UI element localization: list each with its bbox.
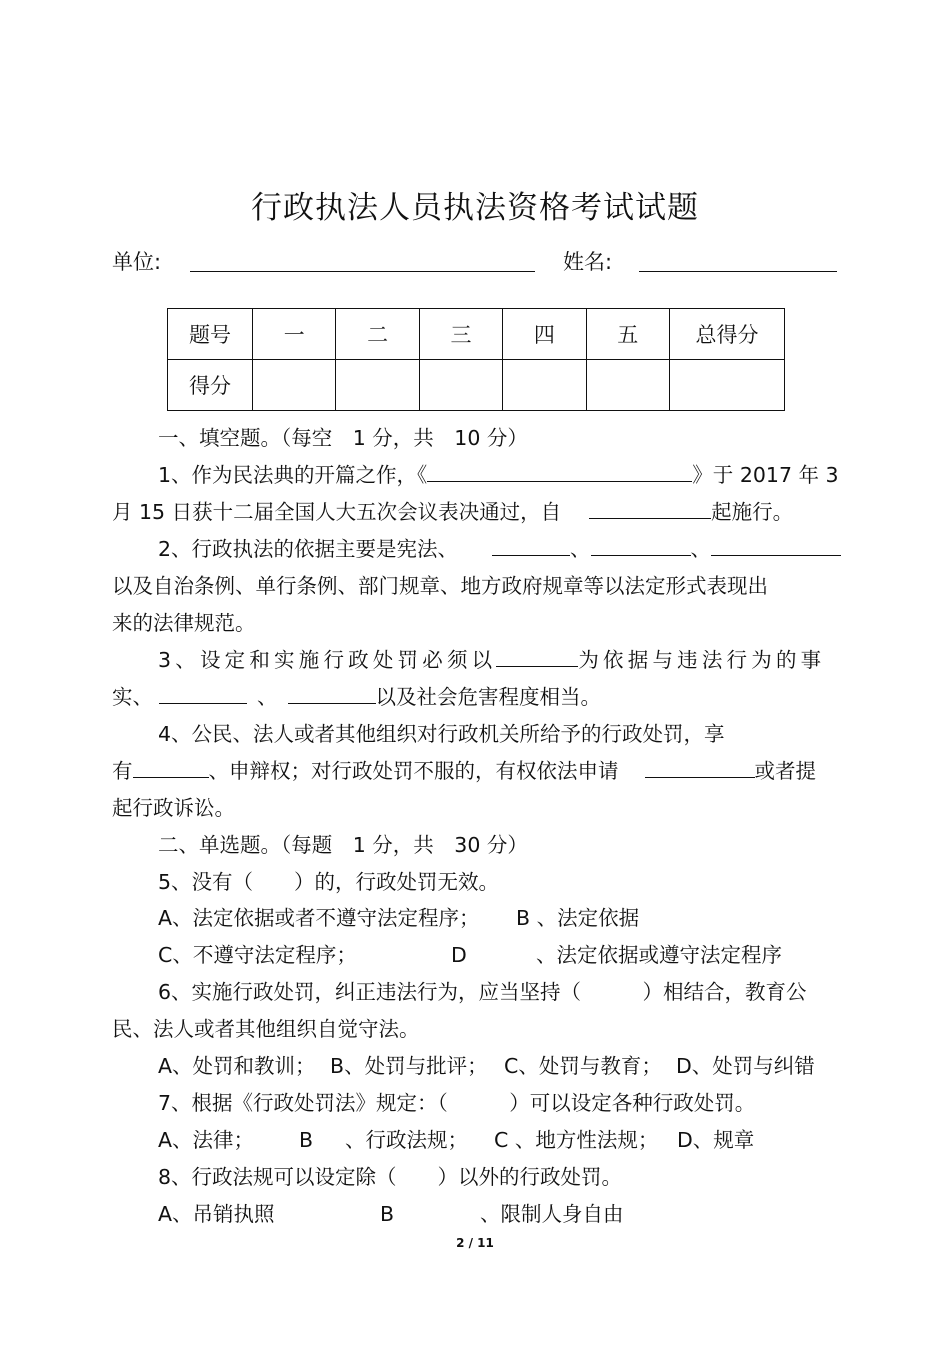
q3-blank-3[interactable] — [288, 683, 376, 704]
q3-blank-1[interactable] — [496, 646, 578, 667]
q4-line3: 起行政诉讼。 — [112, 796, 235, 820]
q2-line2: 以及自治条例、单行条例、部门规章、地方政府规章等以法定形式表现出 — [112, 574, 768, 598]
q1-text: 1、作为民法典的开篇之作，《 — [158, 463, 428, 487]
q7-option-b-text[interactable]: 、行政法规； — [345, 1128, 468, 1152]
q1-text: 月 15 日获十二届全国人大五次会议表决通过，自 — [112, 500, 562, 524]
q2-line1 — [158, 531, 841, 568]
q4-line2 — [112, 753, 816, 790]
q1-line2 — [112, 494, 793, 531]
table-header-cell: 二 — [336, 309, 419, 360]
q3-blank-2[interactable] — [159, 683, 247, 704]
q6-option-a[interactable]: A、处罚和教训； — [158, 1054, 316, 1078]
exam-title: 行政执法人员执法资格考试试题 — [251, 190, 699, 226]
q6-option-d[interactable]: D、处罚与纠错 — [676, 1054, 815, 1078]
score-table — [167, 308, 785, 411]
q3-text: 以及社会危害程度相当。 — [375, 685, 601, 709]
q7-option-a[interactable]: A、法律； — [158, 1128, 255, 1152]
q4-text: 、申辩权；对行政处罚不服的，有权依法申请 — [208, 759, 619, 783]
q2-blank-1[interactable] — [492, 535, 570, 556]
q8-stem: 8、行政法规可以设定除（ ）以外的行政处罚。 — [158, 1165, 623, 1189]
table-header-cell: 五 — [586, 309, 669, 360]
q6-option-c[interactable]: C、处罚与教育； — [504, 1054, 662, 1078]
q3-sep: 、 — [257, 685, 278, 709]
name-field-line[interactable] — [639, 271, 837, 272]
q2-blank-3[interactable] — [711, 535, 841, 556]
score-cell[interactable] — [336, 360, 419, 411]
q5-option-c[interactable]: C、不遵守法定程序； — [158, 943, 357, 967]
q5-option-d-text[interactable]: 、法定依据或遵守法定程序 — [536, 943, 782, 967]
q4-text: 有 — [112, 759, 133, 783]
score-cell[interactable] — [670, 360, 785, 411]
unit-field-line[interactable] — [190, 271, 535, 272]
q5-option-d-letter[interactable]: D — [451, 943, 467, 967]
table-header-cell: 题号 — [168, 309, 253, 360]
score-row-label: 得分 — [168, 360, 253, 411]
q3-text: 实、 — [112, 685, 153, 709]
table-header-cell: 三 — [419, 309, 502, 360]
q8-option-b-letter[interactable]: B — [380, 1202, 395, 1226]
q1-blank-2[interactable] — [589, 498, 711, 519]
name-label: 姓名: — [563, 250, 613, 274]
q7-stem: 7、根据《行政处罚法》规定：（ ）可以设定各种行政处罚。 — [158, 1091, 756, 1115]
score-table-header-row — [168, 309, 785, 360]
score-cell[interactable] — [586, 360, 669, 411]
q7-option-b-letter[interactable]: B — [299, 1128, 314, 1152]
q2-blank-2[interactable] — [591, 535, 691, 556]
q4-text: 或者提 — [754, 759, 816, 783]
q2-sep: 、 — [690, 537, 712, 561]
q5-option-a[interactable]: A、法定依据或者不遵守法定程序； — [158, 906, 480, 930]
table-header-cell: 一 — [253, 309, 336, 360]
section2-heading: 二、单选题。（每题 1 分，共 30 分） — [158, 833, 528, 857]
q6-stem-line1: 6、实施行政处罚，纠正违法行为，应当坚持（ ）相结合，教育公 — [158, 980, 807, 1004]
q7-option-d[interactable]: D、规章 — [677, 1128, 755, 1152]
q6-stem-line2: 民、法人或者其他组织自觉守法。 — [112, 1017, 420, 1041]
q5-option-b[interactable]: B 、法定依据 — [516, 906, 640, 930]
q8-option-a[interactable]: A、吊销执照 — [158, 1202, 275, 1226]
q1-text: 起施行。 — [711, 500, 794, 524]
score-cell[interactable] — [253, 360, 336, 411]
q3-line1 — [158, 642, 825, 679]
score-table-row — [168, 360, 785, 411]
q1-text: 》于 2017 年 3 — [692, 463, 839, 487]
q6-option-b[interactable]: B、处罚与批评； — [330, 1054, 488, 1078]
q5-stem: 5、没有（ ）的，行政处罚无效。 — [158, 870, 500, 894]
page-number: 2 / 11 — [456, 1236, 494, 1250]
q2-text: 2、行政执法的依据主要是宪法、 — [158, 537, 459, 561]
q7-option-c[interactable]: C 、地方性法规； — [494, 1128, 659, 1152]
q1-line1 — [158, 457, 839, 494]
table-header-cell: 四 — [503, 309, 586, 360]
q3-text: 3、设定和实施行政处罚必须以 — [158, 648, 497, 672]
score-cell[interactable] — [419, 360, 502, 411]
q4-blank-1[interactable] — [133, 757, 209, 778]
table-header-cell: 总得分 — [670, 309, 785, 360]
q3-line2 — [112, 679, 601, 716]
q8-option-b-text[interactable]: 、限制人身自由 — [480, 1202, 624, 1226]
q1-blank-1[interactable] — [427, 461, 692, 482]
q4-blank-2[interactable] — [645, 757, 755, 778]
unit-label: 单位: — [112, 250, 162, 274]
score-cell[interactable] — [503, 360, 586, 411]
q2-line3: 来的法律规范。 — [112, 611, 256, 635]
section1-heading: 一、填空题。（每空 1 分，共 10 分） — [158, 426, 528, 450]
q2-sep: 、 — [570, 537, 591, 561]
q3-text: 为依据与违法行为的事 — [578, 648, 826, 672]
q4-line1: 4、公民、法人或者其他组织对行政机关所给予的行政处罚，享 — [158, 722, 725, 746]
